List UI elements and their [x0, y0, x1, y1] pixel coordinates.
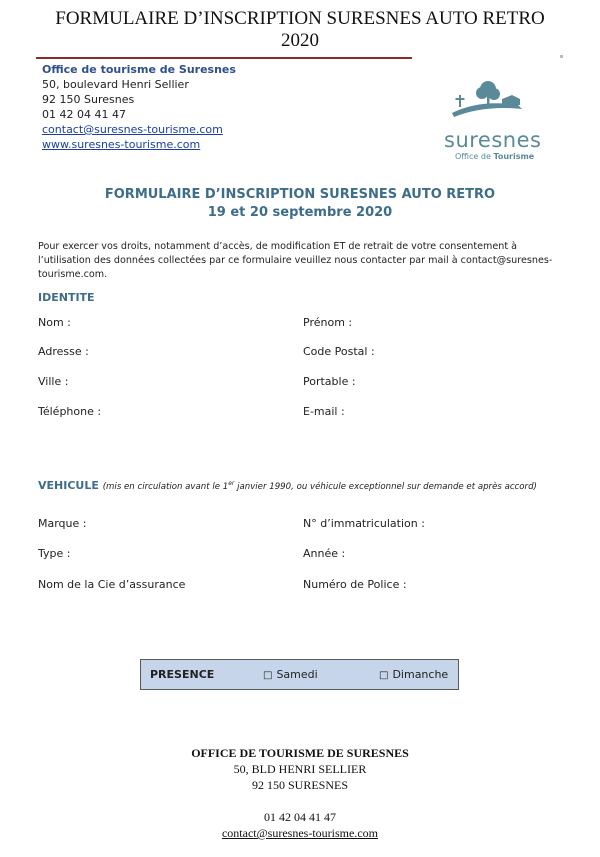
divider-dot: [560, 55, 563, 58]
footer-contact: [0, 809, 600, 841]
vehicule-title-text: VEHICULE: [38, 479, 99, 492]
footer-office-name: OFFICE DE TOURISME DE SURESNES: [191, 746, 409, 760]
office-website-link[interactable]: www.suresnes-tourisme.com: [42, 138, 201, 151]
page-title: [0, 8, 600, 52]
presence-box: [140, 659, 459, 690]
page-title-line2: 2020: [281, 30, 319, 51]
field-adresse[interactable]: Adresse :: [38, 345, 89, 358]
privacy-notice: Pour exercer vos droits, notamment d’accès, de modification ET de retrait de votre consentement à l’utilisation des données collectées par ce formulaire veuillez nous contacter par mail à contact@suresnes-tourisme.com.: [38, 241, 553, 280]
page-title-line1: FORMULAIRE D’INSCRIPTION SURESNES AUTO RETRO: [55, 8, 545, 29]
presence-option-dimanche-label: Dimanche: [392, 668, 449, 681]
checkbox-samedi-icon[interactable]: □: [263, 670, 273, 681]
footer-address: [0, 745, 600, 793]
field-annee[interactable]: Année :: [303, 547, 346, 560]
title-divider: [36, 57, 412, 59]
office-address-line1: 50, boulevard Henri Sellier: [42, 78, 189, 91]
field-type[interactable]: Type :: [38, 547, 71, 560]
office-address-line2: 92 150 Suresnes: [42, 93, 135, 106]
office-email-link[interactable]: contact@suresnes-tourisme.com: [42, 123, 223, 136]
logo-subtitle-emph: Tourisme: [493, 152, 535, 161]
logo-subtitle-prefix: Office de: [455, 152, 494, 161]
logo-subtitle: [455, 152, 534, 161]
field-assurance[interactable]: Nom de la Cie d’assurance: [38, 578, 186, 591]
vehicule-note: [103, 482, 537, 492]
field-numero-police[interactable]: Numéro de Police :: [303, 578, 407, 591]
presence-label: PRESENCE: [150, 668, 215, 681]
vehicule-note-after: janvier 1990, ou véhicule exceptionnel sur demande et après accord): [234, 482, 537, 492]
identite-section-title: IDENTITE: [38, 291, 95, 304]
office-phone: 01 42 04 41 47: [42, 108, 126, 121]
form-heading-line1: FORMULAIRE D’INSCRIPTION SURESNES AUTO RETRO: [104, 187, 496, 202]
field-telephone[interactable]: Téléphone :: [38, 405, 102, 418]
vehicule-note-before: (mis en circulation avant le 1: [102, 482, 229, 492]
field-nom[interactable]: Nom :: [38, 316, 71, 329]
field-portable[interactable]: Portable :: [303, 375, 356, 388]
form-heading-dates: 19 et 20 septembre 2020: [207, 205, 393, 220]
field-immatriculation[interactable]: N° d’immatriculation :: [303, 517, 425, 530]
field-marque[interactable]: Marque :: [38, 517, 87, 530]
footer-phone: 01 42 04 41 47: [264, 810, 336, 824]
field-ville[interactable]: Ville :: [38, 375, 69, 388]
office-name: Office de tourisme de Suresnes: [42, 63, 236, 76]
presence-option-samedi[interactable]: [263, 668, 318, 681]
field-email[interactable]: E-mail :: [303, 405, 345, 418]
vehicule-note-sup: er: [228, 480, 235, 488]
footer-address-line1: 50, BLD HENRI SELLIER: [233, 762, 367, 776]
presence-option-samedi-label: Samedi: [276, 668, 318, 681]
presence-option-dimanche[interactable]: [379, 668, 448, 681]
logo-wordmark: suresnes: [444, 128, 542, 152]
footer-email-link[interactable]: contact@suresnes-tourisme.com: [221, 826, 378, 840]
checkbox-dimanche-icon[interactable]: □: [379, 670, 389, 681]
field-prenom[interactable]: Prénom :: [303, 316, 353, 329]
vehicule-section-title: [38, 479, 537, 492]
office-contact-block: [42, 62, 236, 152]
field-code-postal[interactable]: Code Postal :: [303, 345, 375, 358]
footer-address-line2: 92 150 SURESNES: [251, 778, 349, 792]
form-heading: [0, 186, 600, 222]
